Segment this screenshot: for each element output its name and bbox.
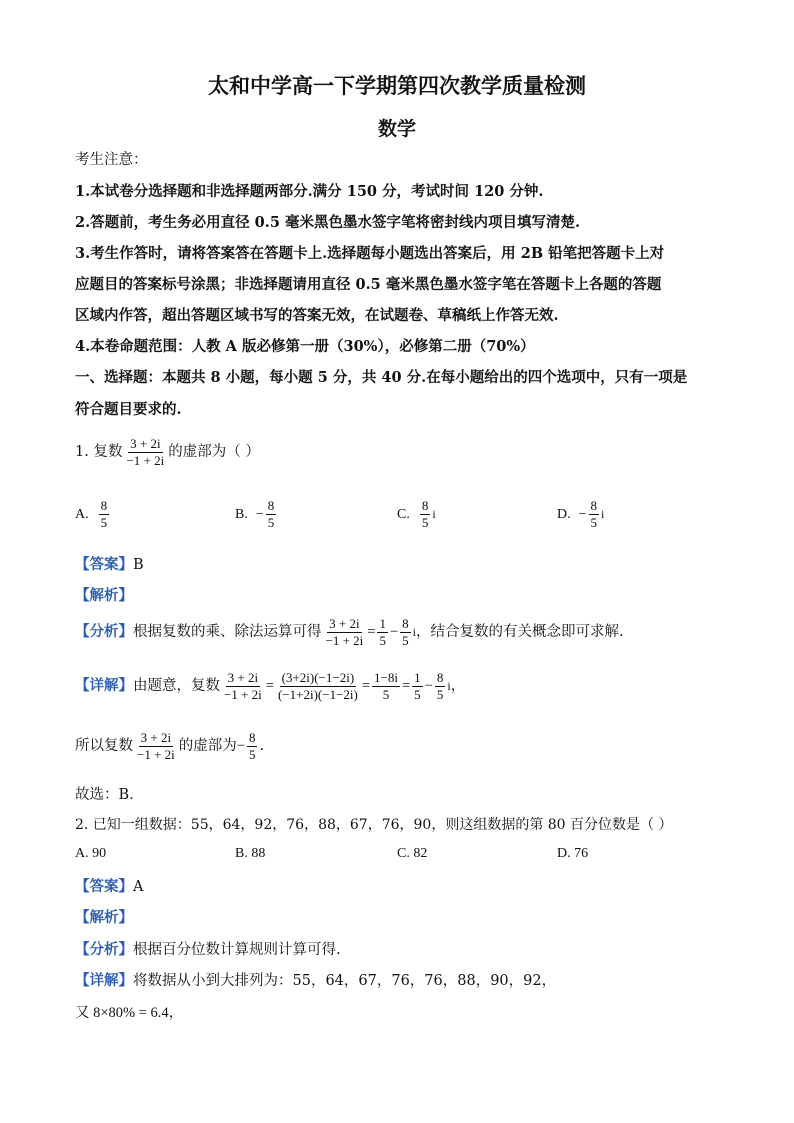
q2-xiangjie-tag: 【详解】 [75, 972, 133, 989]
q1-xj-frac-4 [412, 670, 423, 703]
q1-xiangjie-tag: 【详解】 [75, 677, 133, 694]
q1-so-frac-num: 3 + 2i [140, 729, 172, 745]
q1-suffix: 的虚部为（ ） [168, 444, 260, 460]
q1-option-d-label: D. [557, 506, 571, 522]
q1-so-frac [135, 730, 177, 763]
q1-option-a-label: A. [75, 506, 89, 522]
q1-xj-frac-5-den: 5 [436, 686, 444, 702]
q2-analysis [75, 908, 734, 928]
q1-option-d [557, 498, 604, 531]
q2-option-b: B. 88 [235, 846, 266, 861]
q1-so-prefix: 所以复数 [75, 738, 133, 754]
q2-option-c: C. 82 [397, 846, 428, 861]
q2-option-d: D. 76 [557, 846, 589, 861]
q1-fenxi-frac [324, 616, 366, 649]
q1-xiangjie [75, 664, 734, 708]
q1-prefix: 1. 复数 [75, 444, 123, 460]
q2-fenxi-tag: 【分析】 [75, 941, 133, 958]
q1-option-a [75, 498, 111, 531]
notice-item-4: 4.本卷命题范围：人教 A 版必修第一册（30%），必修第二册（70%） [75, 338, 535, 355]
q1-fraction-num: 3 + 2i [130, 435, 161, 451]
q1-fraction [124, 436, 166, 469]
q2-xiangjie [75, 971, 734, 991]
q2-stem: 2. 已知一组数据：55，64，92，76，88，67，76，90，则这组数据的第 80 百分位数是（ ） [75, 817, 673, 833]
q1-option-b-num: 8 [267, 498, 275, 513]
q1-fenxi [75, 612, 734, 652]
q1-answer-tag: 【答案】 [75, 556, 133, 573]
q1-fenxi-frac-2 [377, 616, 388, 649]
notice-item-3b: 应题目的答案标号涂黑；非选择题请用直径 0.5 毫米黑色墨水签字笔在答题卡上各题的答题 [75, 276, 662, 293]
q1-xj-eq-3: = [401, 678, 411, 694]
q1-analysis-tag: 【解析】 [75, 587, 133, 604]
q1-xj-comma: ， [450, 678, 466, 694]
section-1-line-1: 一、选择题：本题共 8 小题，每小题 5 分，共 40 分.在每小题给出的四个选项中，只有一项是 [75, 369, 688, 386]
q1-xj-minus: − [424, 678, 433, 694]
q1-fenxi-i: i [412, 625, 416, 639]
q1-fenxi-text-2: ，结合复数的有关概念即可求解. [416, 624, 624, 640]
q1-fenxi-tag: 【分析】 [75, 623, 133, 640]
q1-option-a-den: 5 [100, 515, 108, 530]
q2-last-line: 又 8×80% = 6.4， [75, 1005, 184, 1021]
q1-fenxi-frac-3-den: 5 [402, 632, 409, 648]
q1-fenxi-frac-3-num: 8 [402, 615, 409, 631]
q1-choose: 故选：B． [75, 787, 144, 803]
q1-xj-frac-5-num: 8 [436, 669, 444, 685]
q1-so-mid: 的虚部为 [178, 738, 237, 754]
q1-analysis [75, 586, 734, 606]
q1-xj-i: i [447, 679, 451, 693]
q1-xj-frac-3 [372, 670, 400, 703]
q2-answer [75, 877, 734, 897]
q1-fenxi-text-1: 根据复数的乘、除法运算可得 [133, 624, 322, 640]
q1-option-b [235, 498, 278, 531]
q1-option-d-num: 8 [590, 498, 598, 513]
q2-option-a: A. 90 [75, 846, 107, 861]
q1-xj-frac-3-den: 5 [382, 686, 390, 702]
q1-answer [75, 555, 734, 575]
q2-answer-value: A [133, 879, 144, 895]
q1-option-b-den: 5 [267, 515, 275, 530]
q1-option-c-label: C. [397, 506, 410, 522]
q1-option-a-frac [99, 498, 110, 531]
q1-stem [75, 432, 734, 472]
q1-xj-frac-2-den: (−1+2i)(−1−2i) [277, 686, 358, 702]
notice-item-3a: 3.考生作答时，请将答案答在答题卡上.选择题每小题选出答案后，用 2B 铅笔把答题卡上对 [75, 245, 665, 262]
q1-xj-frac-2 [276, 670, 360, 703]
q1-option-c-num: 8 [421, 498, 429, 513]
notice-item-2: 2.答题前，考生务必用直径 0.5 毫米黑色墨水签字笔将密封线内项目填写清楚. [75, 214, 581, 231]
q1-xj-eq-1: = [265, 678, 274, 694]
q1-fenxi-frac-2-den: 5 [379, 632, 386, 648]
q1-xj-frac-2-num: (3+2i)(−1−2i) [281, 669, 355, 685]
q1-option-b-label: B. [235, 506, 248, 522]
q2-answer-tag: 【答案】 [75, 878, 133, 895]
subject-title: 数学 [377, 118, 416, 140]
q1-option-b-frac [266, 498, 277, 531]
q1-so-end: . [259, 738, 265, 754]
q1-option-c-den: 5 [421, 515, 429, 530]
q1-fenxi-eq: = [367, 624, 376, 640]
q2-fenxi-text: 根据百分位数计算规则计算可得. [133, 942, 341, 958]
page-title: 太和中学高一下学期第四次教学质量检测 [208, 73, 586, 98]
q1-xj-frac-1-den: −1 + 2i [224, 686, 262, 702]
q1-xj-frac-3-num: 1−8i [374, 669, 398, 685]
q1-xj-frac-1 [222, 670, 264, 703]
q2-analysis-tag: 【解析】 [75, 909, 133, 926]
q1-xj-frac-4-num: 1 [414, 669, 421, 685]
q1-xj-frac-1-num: 3 + 2i [227, 669, 259, 685]
q1-option-d-den: 5 [590, 515, 598, 530]
section-1-line-2: 符合题目要求的. [75, 401, 182, 418]
q1-fenxi-frac-2-num: 1 [379, 615, 386, 631]
q1-xj-frac-4-den: 5 [414, 686, 421, 702]
q1-fraction-den: −1 + 2i [126, 452, 165, 468]
q1-fenxi-frac-num: 3 + 2i [329, 615, 360, 631]
notice-item-3c: 区域内作答，超出答题区域书写的答案无效，在试题卷、草稿纸上作答无效. [75, 307, 559, 324]
q1-fenxi-frac-den: −1 + 2i [325, 632, 364, 648]
q1-option-c [397, 498, 436, 531]
q1-xj-frac-5 [435, 670, 446, 703]
q2-fenxi [75, 940, 734, 960]
q1-so-sign: − [236, 738, 245, 754]
q1-option-d-sign: − [578, 506, 587, 522]
q1-so-frac-2-den: 5 [248, 746, 256, 762]
q1-so-frac-2 [247, 730, 258, 763]
q1-xiangjie-text: 由题意，复数 [133, 678, 220, 694]
q1-answer-value: B [133, 557, 144, 573]
q1-xj-eq-2: = [361, 678, 371, 694]
q1-so-frac-2-num: 8 [248, 729, 256, 745]
q1-option-c-frac [420, 498, 431, 531]
q1-so [75, 726, 734, 766]
notice-item-1: 1.本试卷分选择题和非选择题两部分.满分 150 分，考试时间 120 分钟. [75, 183, 544, 200]
q2-xiangjie-text: 将数据从小到大排列为：55，64，67，76，76，88，90，92， [133, 973, 557, 989]
q1-fenxi-frac-3 [400, 616, 411, 649]
q1-fenxi-minus: − [389, 624, 399, 640]
q1-option-d-i: i [601, 507, 605, 521]
notice-heading: 考生注意： [75, 152, 148, 168]
q1-so-frac-den: −1 + 2i [137, 746, 175, 762]
q1-option-d-frac [589, 498, 600, 531]
q1-option-c-i: i [432, 507, 436, 521]
q1-option-a-num: 8 [100, 498, 108, 513]
q1-option-b-sign: − [255, 506, 264, 522]
